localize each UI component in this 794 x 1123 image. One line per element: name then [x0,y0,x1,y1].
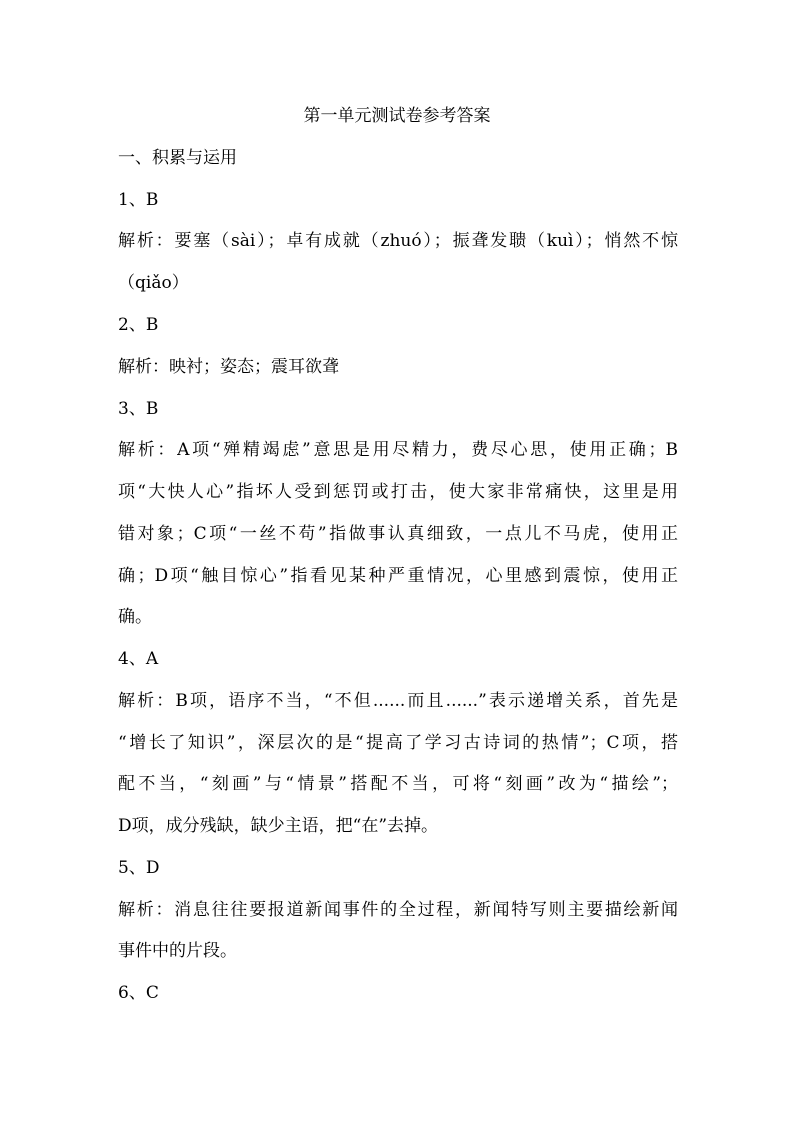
question-number: 6、C [118,983,159,1003]
answer-explanation-line: 解析：A项“殚精竭虑”意思是用尽精力，费尽心思，使用正确；B [118,440,678,460]
answer-explanation-line: 事件中的片段。 [118,941,237,961]
question-number: 3、B [118,399,159,419]
question-number: 4、A [118,649,159,669]
answer-explanation-line: 解析：B项，语序不当，“不但......而且......”表示递增关系，首先是 [118,691,678,711]
question-number: 1、B [118,190,159,210]
answer-explanation-line: 项“大快人心”指坏人受到惩罚或打击，使大家非常痛快，这里是用 [118,482,678,502]
answer-explanation-line: 解析：消息往往要报道新闻事件的全过程，新闻特写则主要描绘新闻 [118,900,678,920]
answer-explanation-line: D项，成分残缺，缺少主语，把“在”去掉。 [118,816,439,836]
question-number: 5、D [118,858,160,878]
answer-explanation-line: 错对象；C项“一丝不苟”指做事认真细致，一点儿不马虎，使用正 [118,524,678,544]
page-title: 第一单元测试卷参考答案 [303,106,491,126]
question-number: 2、B [118,315,159,335]
answer-explanation-line: 配不当，“刻画”与“情景”搭配不当，可将“刻画”改为“描绘”； [118,774,678,794]
answer-explanation-line: 确。 [118,607,152,627]
answer-explanation-line: 解析：映衬；姿态；震耳欲聋 [118,357,339,377]
answer-explanation-line: （qiǎo） [118,273,189,293]
answer-explanation-line: 解析：要塞（sài）；卓有成就（zhuó）；振聋发聩（kuì）；悄然不惊 [118,231,678,251]
answer-explanation-line: 确；D项“触目惊心”指看见某种严重情况，心里感到震惊，使用正 [118,566,678,586]
section-heading: 一、积累与运用 [118,148,237,168]
answer-explanation-line: “增长了知识”，深层次的是“提高了学习古诗词的热情”；C项，搭 [118,733,678,753]
